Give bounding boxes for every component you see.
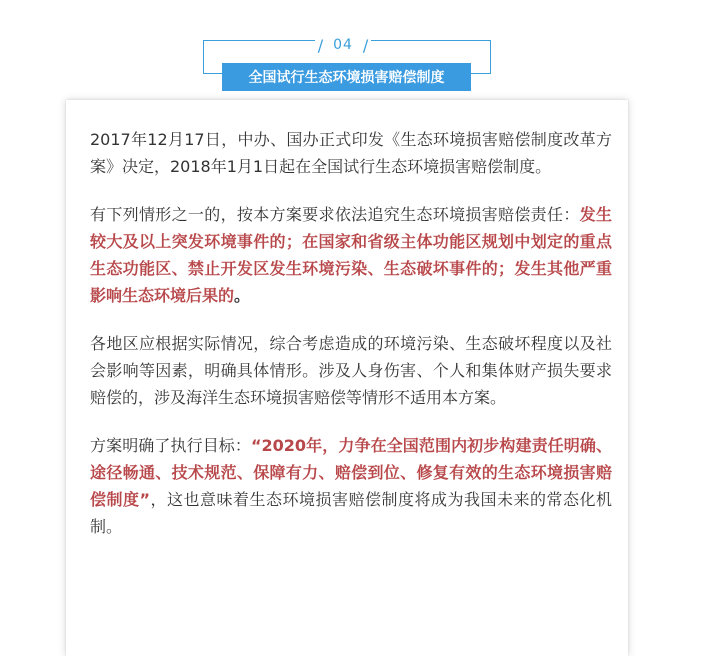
paragraph-4 bbox=[90, 432, 612, 540]
slash-decoration-right: / bbox=[362, 35, 369, 55]
paragraph-1: 2017年12月17日，中办、国办正式印发《生态环境损害赔偿制度改革方案》决定，2018年1月1日起在全国试行生态环境损害赔偿制度。 bbox=[90, 130, 612, 176]
paragraph-4-emphasis: “2020年，力争在全国范围内初步构建责任明确、途径畅通、技术规范、保障有力、赔偿到位、修复有效的生态环境损害赔偿制度” bbox=[90, 436, 612, 509]
section-title: 全国试行生态环境损害赔偿制度 bbox=[222, 63, 471, 91]
slash-decoration-left: / bbox=[317, 35, 324, 55]
article-body bbox=[90, 126, 612, 561]
paragraph-2 bbox=[90, 201, 612, 309]
paragraph-4-intro: 方案明确了执行目标： bbox=[90, 436, 252, 455]
section-number-row bbox=[315, 34, 371, 56]
paragraph-3: 各地区应根据实际情况，综合考虑造成的环境污染、生态破坏程度以及社会影响等因素，明确具体情形。涉及人身伤害、个人和集体财产损失要求赔偿的，涉及海洋生态环境损害赔偿等情形不适用本方案。 bbox=[90, 334, 612, 407]
section-number: 04 bbox=[333, 37, 353, 53]
paragraph-2-intro: 有下列情形之一的，按本方案要求依法追究生态环境损害赔偿责任： bbox=[90, 205, 580, 224]
paragraph-4-end: ，这也意味着生态环境损害赔偿制度将成为我国未来的常态化机制。 bbox=[90, 490, 612, 536]
paragraph-2-emphasis: 发生较大及以上突发环境事件的；在国家和省级主体功能区规划中划定的重点生态功能区、禁止开发区发生环境污染、生态破坏事件的；发生其他严重影响生态环境后果的 bbox=[90, 205, 612, 305]
paragraph-2-end: 。 bbox=[234, 286, 251, 305]
